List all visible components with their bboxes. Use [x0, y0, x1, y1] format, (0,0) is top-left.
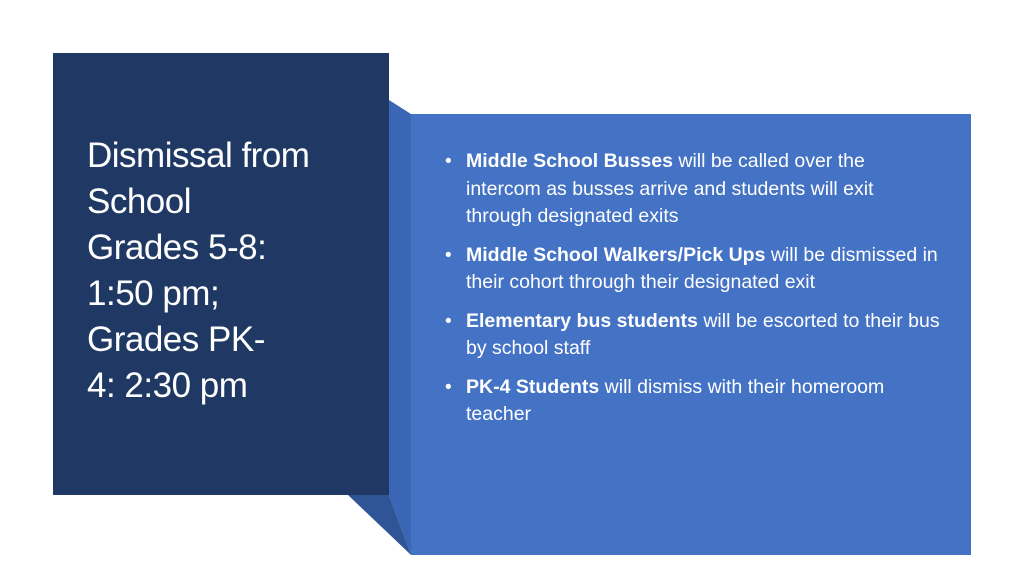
bullet-icon: • — [445, 310, 452, 332]
bullet-list — [445, 148, 941, 429]
title-line: 1:50 pm; — [87, 274, 220, 313]
bullet-item-middle-school-busses — [445, 148, 941, 231]
bullet-item-pk4-students — [445, 374, 941, 429]
bullet-item-elementary-bus — [445, 308, 941, 363]
bullet-icon: • — [445, 151, 452, 172]
bullet-icon: • — [445, 376, 452, 398]
title-panel — [53, 53, 389, 495]
bullet-text: will be escorted to their bus by school staff — [466, 309, 940, 359]
slide-title — [87, 133, 369, 409]
bullet-icon: • — [445, 244, 452, 266]
title-line: Dismissal from — [87, 136, 310, 175]
bullet-heading: Middle School Busses — [466, 150, 673, 172]
bullet-text: will be called over the intercom as busses arrive and students will exit through designated exits — [466, 150, 874, 227]
bullet-text: will be dismissed in their cohort through their designated exit — [466, 243, 938, 293]
bullet-item-middle-school-walkers — [445, 242, 941, 297]
title-line: Grades 5-8: — [87, 228, 267, 267]
title-line: Grades PK- — [87, 320, 265, 359]
bullet-text: will dismiss with their homeroom teacher — [466, 375, 885, 425]
content-panel — [411, 114, 971, 555]
bullet-heading: PK-4 Students — [466, 375, 600, 398]
bullet-heading: Middle School Walkers/Pick Ups — [466, 243, 766, 266]
bullet-heading: Elementary bus students — [466, 309, 698, 332]
connector-top-bevel — [389, 100, 411, 555]
title-line: 4: 2:30 pm — [87, 366, 248, 405]
title-line: School — [87, 182, 192, 221]
